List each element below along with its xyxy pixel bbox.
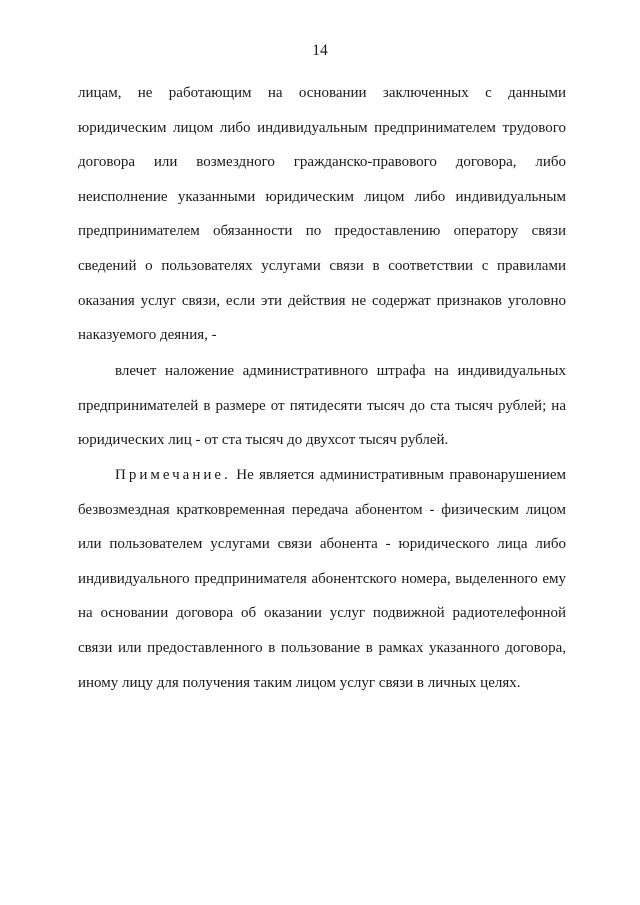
paragraph-note bbox=[78, 458, 566, 700]
note-label: Примечание. bbox=[115, 467, 231, 483]
note-text: Не является административным правонарушением безвозмездная кратковременная передача абонентом - физическим лицом или пользователем услугами связи абонента - юридического лица либо индивидуального предпринимателя абонентского номера, выделенного ему на основании договора об оказании услуг подвижной радиотелефонной связи или предоставленного в пользование в рамках указанного договора, иному лицу для получения таким лицом услуг связи в личных целях. bbox=[78, 467, 566, 691]
page-number: 14 bbox=[312, 42, 328, 59]
paragraph-penalty: влечет наложение административного штрафа на индивидуальных предпринимателей в размере от пятидесяти тысяч до ста тысяч рублей; на юридических лиц - от ста тысяч до двухсот тысяч рублей. bbox=[78, 363, 566, 449]
paragraph-offense: лицам, не работающим на основании заключенных с данными юридическим лицом либо индивидуальным предпринимателем трудового договора или возмездного гражданско-правового договора, либо неисполнение указанными юридическим лицом либо индивидуальным предпринимателем обязанности по предоставлению оператору связи сведений о пользователях услугами связи в соответствии с правилами оказания услуг связи, если эти действия не содержат признаков уголовно наказуемого деяния, - bbox=[78, 85, 566, 344]
